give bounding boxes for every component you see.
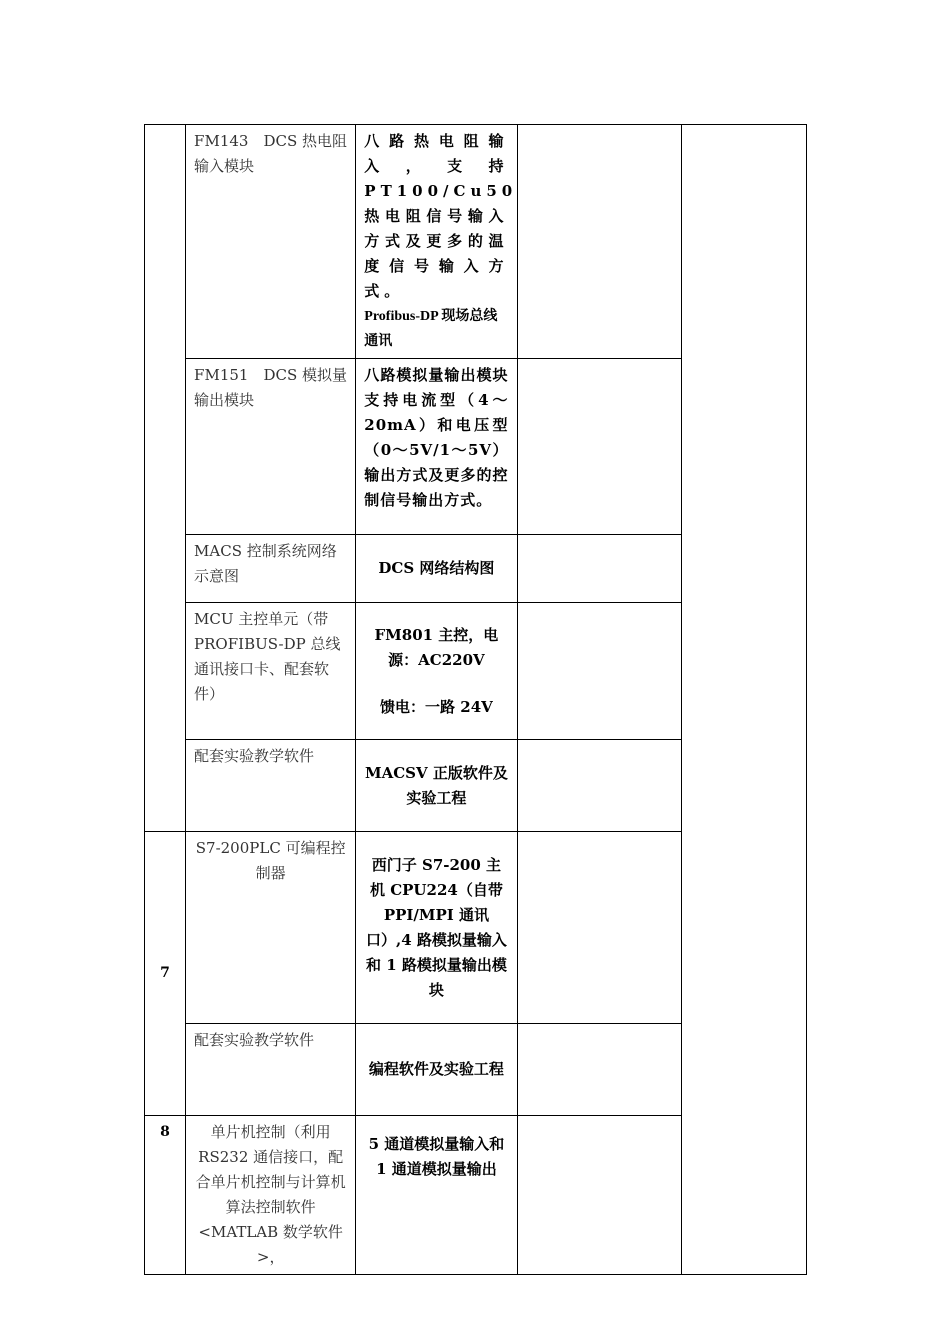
spec-main-text: 八路热电阻输入，支持PT100/Cu50热电阻信号输入方式及更多的温度信号输入方式。	[364, 132, 518, 300]
equipment-table	[144, 124, 807, 1275]
item-name: FM151 DCS 模拟量输出模块	[186, 359, 356, 535]
item-spec: DCS 网络结构图	[356, 535, 517, 603]
item-spec	[356, 359, 517, 535]
item-name: 配套实验教学软件	[186, 740, 356, 832]
item-name: FM143 DCS 热电阻输入模块	[186, 125, 356, 359]
item-name: 单片机控制（利用RS232 通信接口，配合单片机控制与计算机算法控制软件<MATLAB 数学软件>，	[186, 1116, 356, 1275]
item-spec: 西门子 S7-200 主机 CPU224（自带 PPI/MPI 通讯口）,4 路模拟量输入和 1 路模拟量输出模块	[356, 832, 517, 1024]
table-row	[145, 125, 807, 359]
empty-cell	[517, 603, 681, 740]
empty-cell	[517, 1116, 681, 1275]
item-name: 配套实验教学软件	[186, 1024, 356, 1116]
item-spec	[356, 603, 517, 740]
empty-cell	[517, 535, 681, 603]
spec-extra-text: Profibus-DP 现场总线通讯	[364, 309, 498, 349]
item-name: S7-200PLC 可编程控制器	[186, 832, 356, 1024]
remarks-cell	[681, 125, 806, 1275]
empty-cell	[517, 125, 681, 359]
spec-main-text: 八路模拟量输出模块支持电流型（4～20mA）和电压型（0～5V/1～5V）输出方式及更多的控制信号输出方式。	[364, 366, 509, 509]
item-name: MCU 主控单元（带PROFIBUS-DP 总线通讯接口卡、配套软件）	[186, 603, 356, 740]
row-number: 8	[145, 1116, 186, 1275]
row-number: 7	[145, 832, 186, 1116]
empty-cell	[517, 832, 681, 1024]
item-name: MACS 控制系统网络示意图	[186, 535, 356, 603]
item-spec	[356, 125, 517, 359]
item-spec: 编程软件及实验工程	[356, 1024, 517, 1116]
empty-cell	[517, 359, 681, 535]
item-spec: MACSV 正版软件及实验工程	[356, 740, 517, 832]
row-number-cell	[145, 125, 186, 832]
empty-cell	[517, 740, 681, 832]
empty-cell	[517, 1024, 681, 1116]
spec-main-text: FM801 主控，电源：AC220V	[374, 625, 499, 669]
spec-extra-text: 馈电：一路 24V	[380, 697, 493, 716]
item-spec: 5 通道模拟量输入和 1 通道模拟量输出	[356, 1116, 517, 1275]
